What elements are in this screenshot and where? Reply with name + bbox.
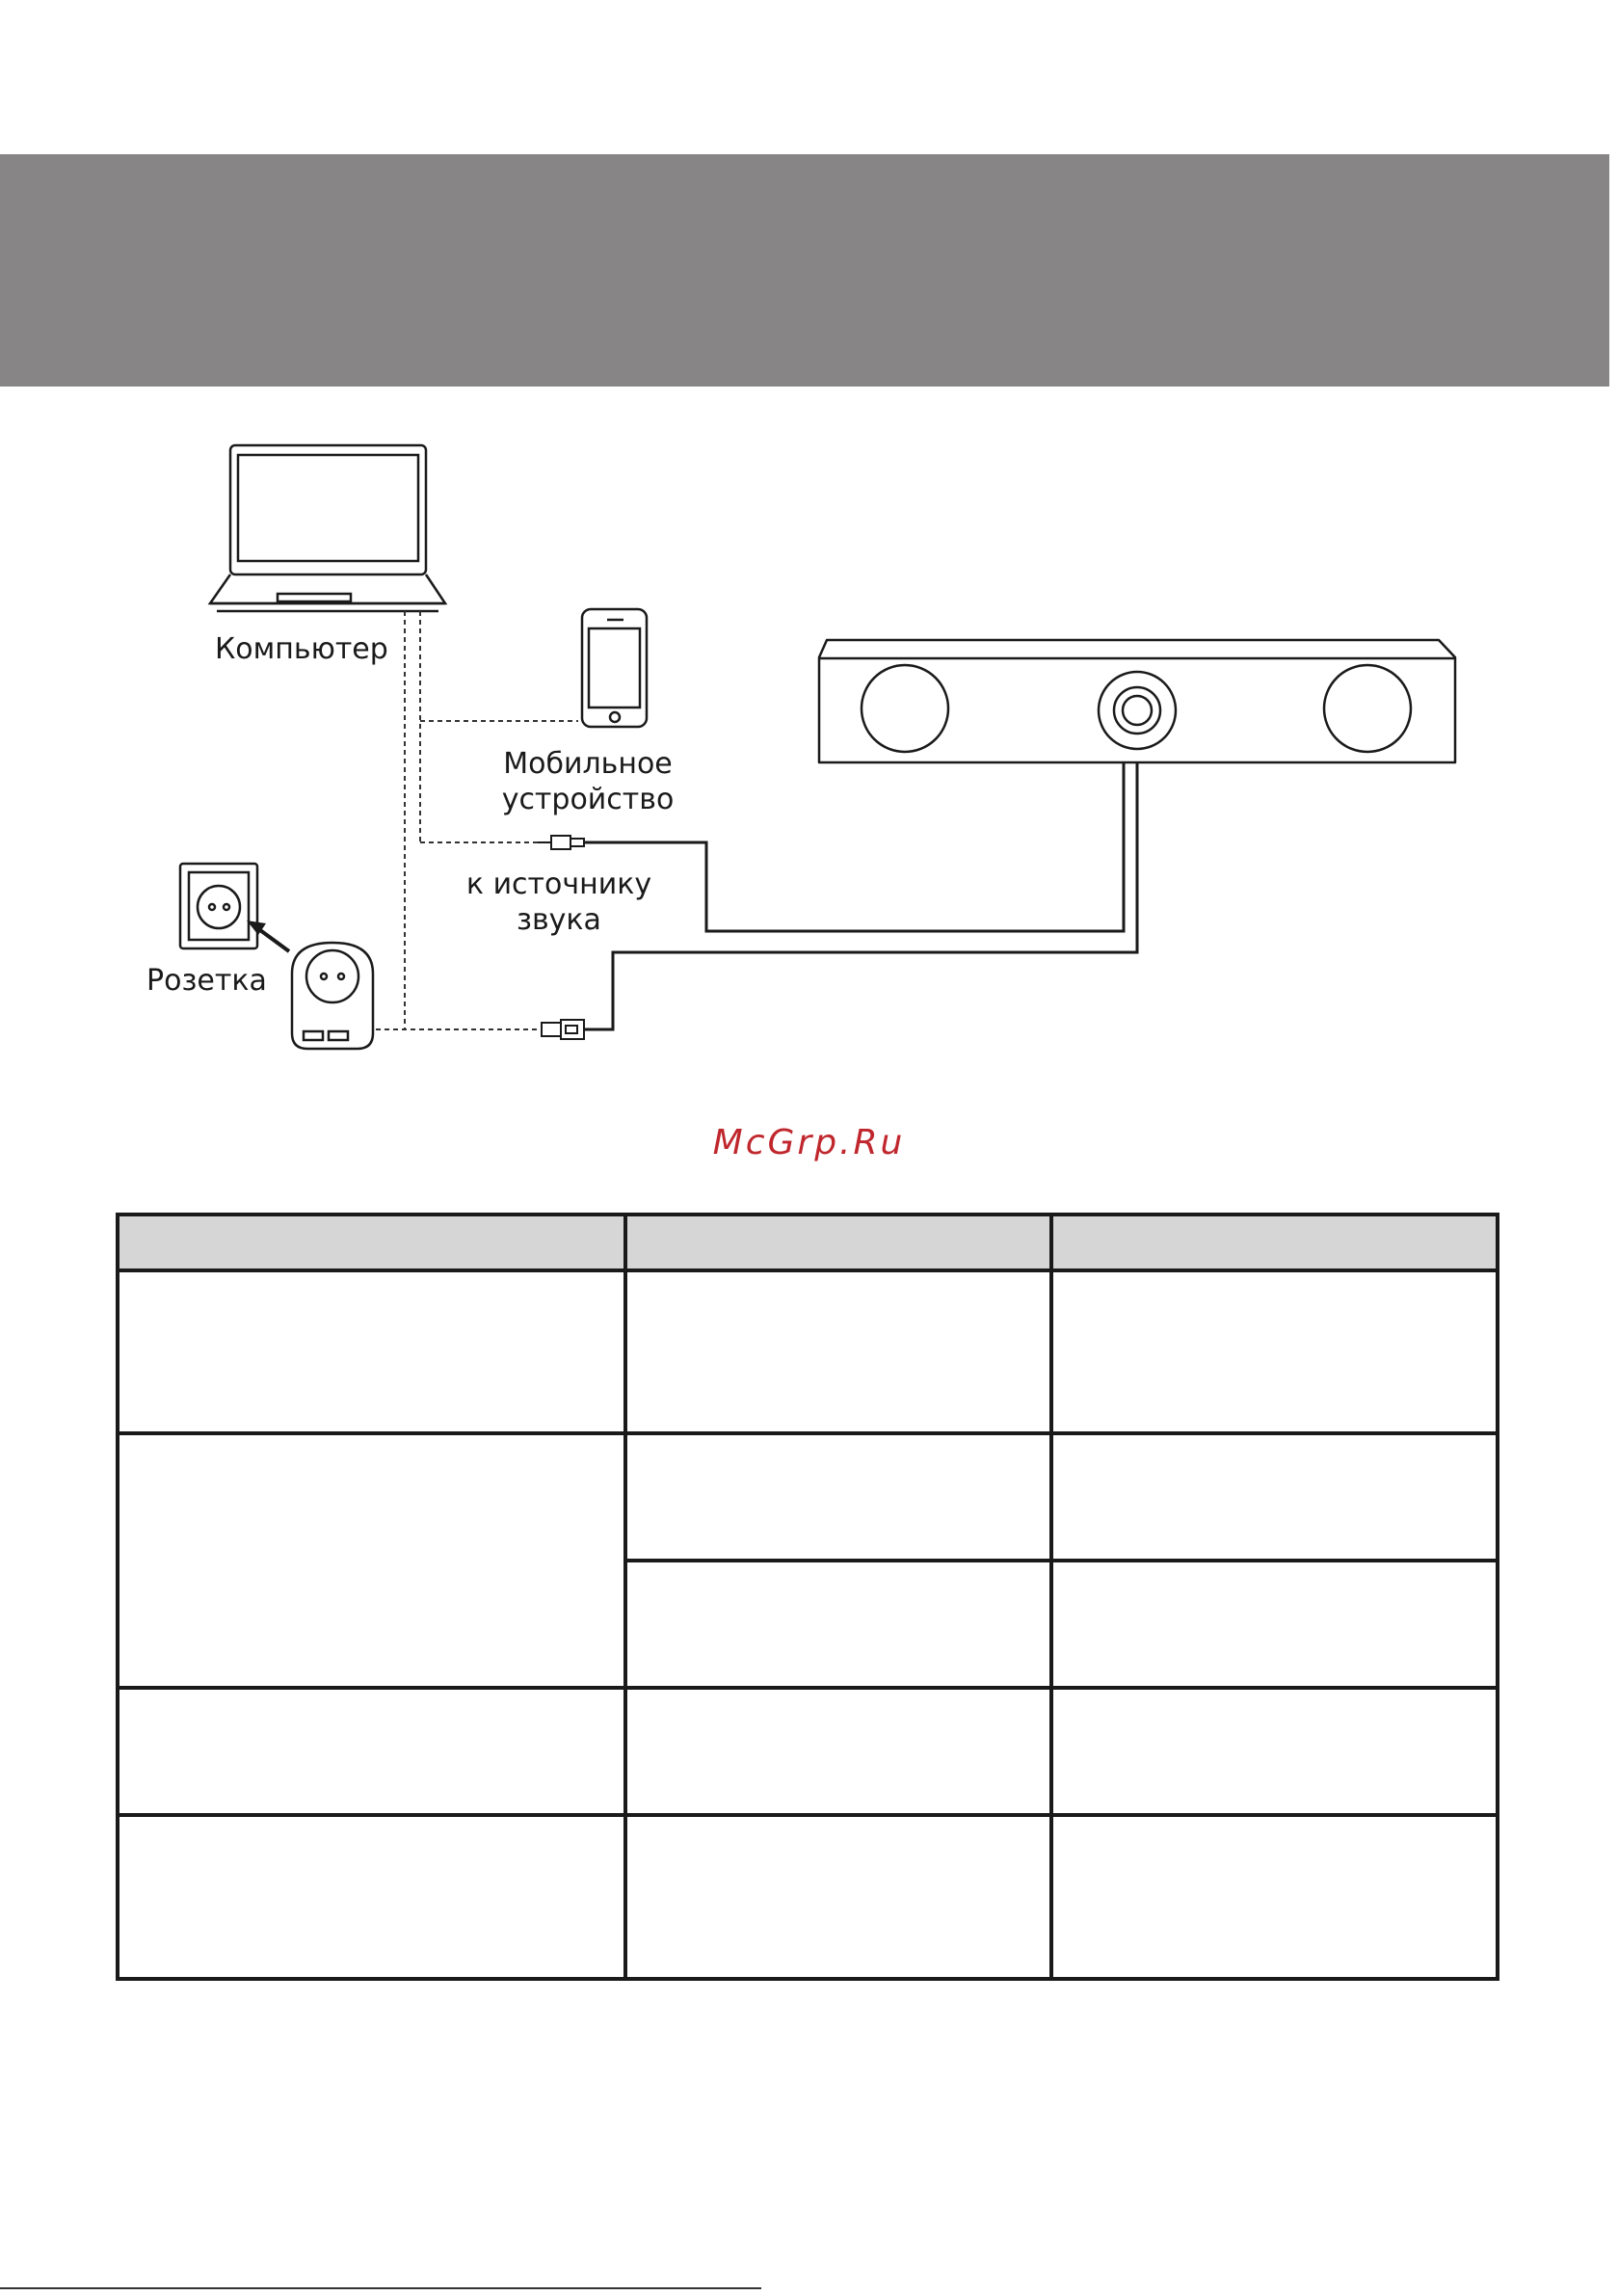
usb-adapter-icon [292, 943, 373, 1049]
outlet-label: Розетка [146, 964, 267, 998]
laptop-icon [210, 445, 445, 611]
table-row [118, 1270, 1498, 1433]
computer-connection-lines [376, 611, 578, 1029]
table-cell [118, 1688, 625, 1815]
table-cell [1051, 1561, 1498, 1688]
connection-diagram [0, 0, 1618, 1089]
table-header-cell [118, 1215, 625, 1270]
table-row [118, 1815, 1498, 1979]
table-row [118, 1688, 1498, 1815]
table-cell [1051, 1815, 1498, 1979]
spec-table [116, 1213, 1499, 1981]
table-row [118, 1433, 1498, 1561]
table-cell [1051, 1270, 1498, 1433]
table-cell [1051, 1688, 1498, 1815]
table-header-cell [1051, 1215, 1498, 1270]
table-header-cell [625, 1215, 1051, 1270]
source-label-line2: звука [517, 903, 601, 937]
footer-divider [0, 2287, 761, 2289]
table-cell [118, 1270, 625, 1433]
table-cell [625, 1688, 1051, 1815]
table-cell [118, 1815, 625, 1979]
table-cell [625, 1561, 1051, 1688]
table-cell [625, 1433, 1051, 1561]
smartphone-icon [582, 609, 647, 727]
soundbar-icon [819, 640, 1455, 762]
mobile-label-line2: устройство [501, 783, 675, 816]
computer-label: Компьютер [215, 632, 388, 666]
table-cell [625, 1270, 1051, 1433]
aux-jack-icon [538, 836, 584, 849]
usb-plug-icon [542, 1020, 584, 1039]
table-cell [625, 1815, 1051, 1979]
table-header-row [118, 1215, 1498, 1270]
arrow-icon [247, 921, 289, 951]
table-cell [118, 1433, 625, 1688]
source-label-line1: к источнику [465, 868, 652, 901]
wall-socket-icon [180, 864, 257, 948]
mobile-label-line1: Мобильное [503, 747, 673, 781]
watermark: McGrp.Ru [712, 1123, 906, 1162]
table-cell [1051, 1433, 1498, 1561]
